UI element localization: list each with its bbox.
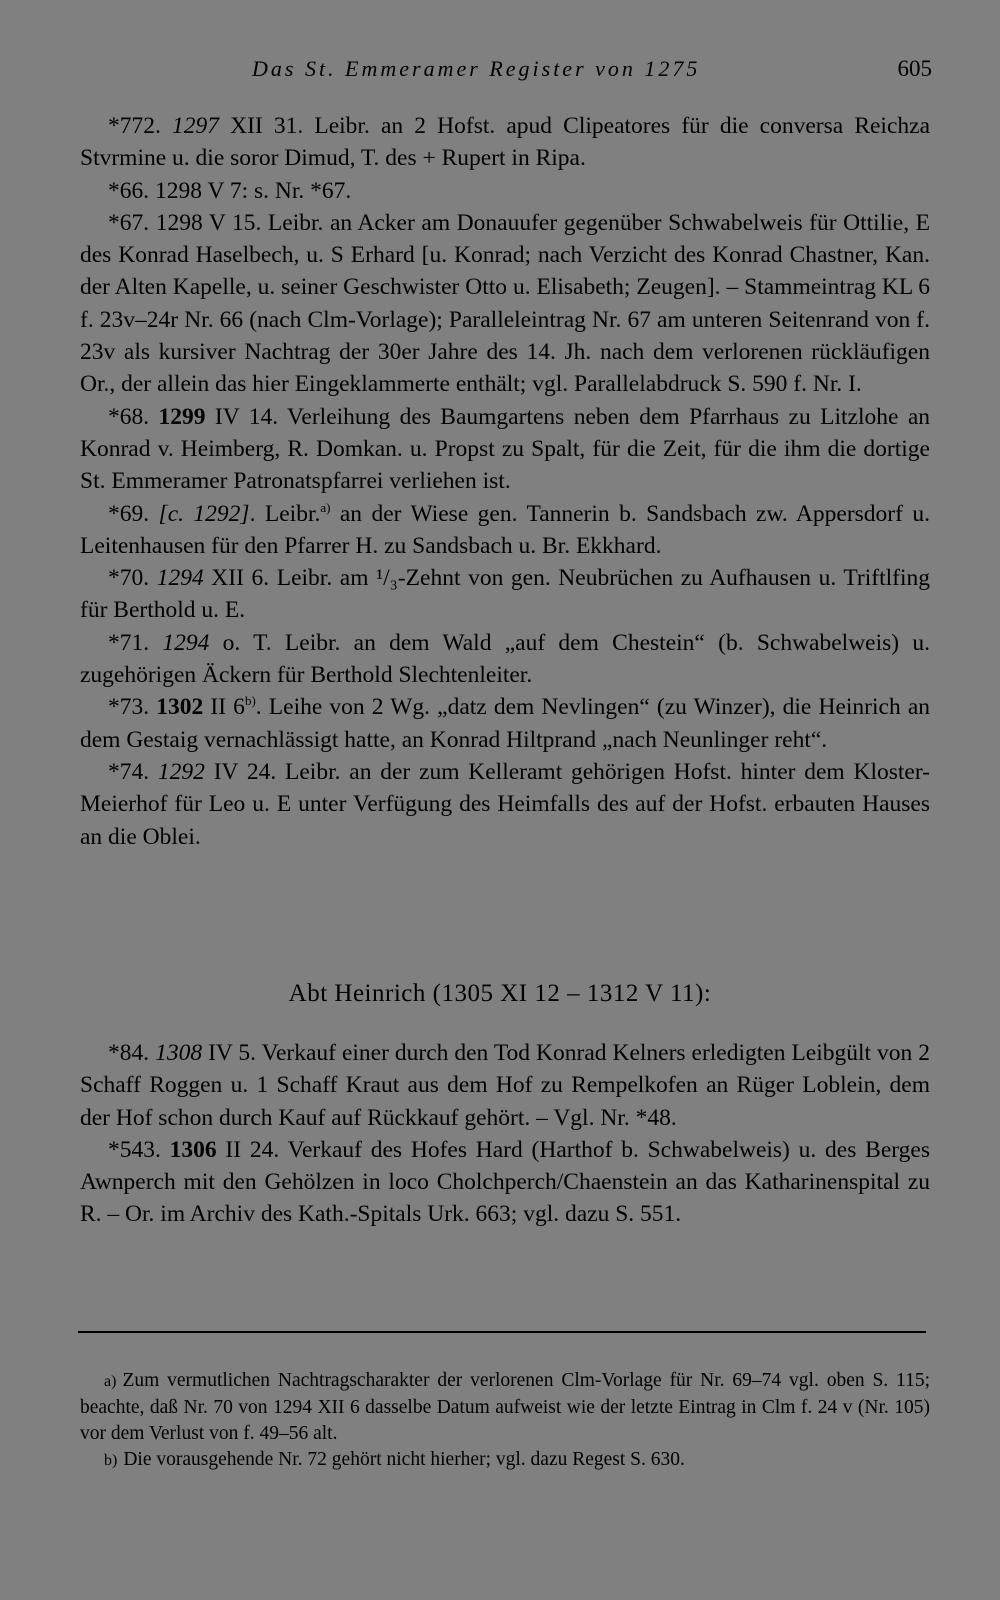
entry-66: [80, 175, 930, 207]
running-title: Das St. Emmeramer Register von 1275: [252, 56, 701, 81]
footnote-divider: [78, 1331, 926, 1333]
entry-number: *73.: [108, 694, 150, 721]
footnote-ref-a: a): [320, 499, 331, 515]
page-number: 605: [897, 56, 932, 81]
entry-number: *772.: [108, 113, 161, 139]
entry-list-heinrich: [80, 1037, 930, 1231]
footnote-mark: a): [104, 1373, 117, 1390]
entry-text: . Leibr.: [249, 500, 321, 527]
entry-74: [80, 756, 930, 853]
entry-text-cont: . Leihe von 2 Wg. „datz dem Nevlingen“ (zu Winzer), die Heinrich an dem Gestaig vernachlässigt hatte, an Konrad Hiltprand „nach Neunlinger reht“.: [80, 694, 931, 753]
footnote-text: Zum vermutlichen Nachtragscharakter der verlorenen Clm-Vorlage für Nr. 69–74 vgl. oben S. 115; beachte, daß Nr. 70 von 1294 XII 6 dasselbe Datum aufweist wie der letzte Eintrag in Clm f. 24 v (Nr. 105) vor dem Verlust von f. 49–56 alt.: [80, 1370, 930, 1444]
entry-number: *543.: [108, 1136, 161, 1163]
entry-543: [80, 1134, 930, 1231]
entry-number: *66.: [108, 177, 150, 204]
entry-number: *70.: [108, 565, 150, 592]
entry-number: *69.: [108, 500, 150, 527]
entry-67: [80, 207, 930, 401]
entry-text-cont: an der Wiese gen. Tannerin b. Sandsbach zw. Appersdorf u. Leitenhausen für den Pfarrer H. zu Sandsbach u. Br. Ekkhard.: [80, 500, 930, 559]
entry-68: [80, 401, 930, 498]
entry-number: *74.: [108, 758, 150, 785]
footnote-mark: b): [104, 1452, 118, 1469]
footnote-text: Die vorausgehende Nr. 72 gehört nicht hierher; vgl. dazu Regest S. 630.: [123, 1449, 685, 1470]
entry-text: 1298 V 7: s. Nr. *67.: [149, 177, 352, 204]
entry-text: XII 31. Leibr. an 2 Hofst. apud Clipeatores für die conversa Reichza Stvrmine u. die soror Dimud, T. des + Rupert in Ripa.: [80, 113, 930, 172]
entry-text: II 24. Verkauf des Hofes Hard (Harthof b. Schwabelweis) u. des Berges Awnperch mit den Gehölzen in loco Cholchperch/Chaenstein an das Katharinenspital zu R. – Or. im Archiv des Kath.-Spitals Urk. 663; vgl. dazu S. 551.: [80, 1136, 930, 1228]
entry-list: [80, 110, 930, 853]
entry-date: 1294: [162, 629, 210, 656]
entry-number: *84.: [108, 1040, 150, 1066]
footnote-a: [80, 1368, 930, 1447]
section-heading: Abt Heinrich (1305 XI 12 – 1312 V 11):: [288, 980, 712, 1007]
entry-text: IV 24. Leibr. an der zum Kelleramt gehörigen Hofst. hinter dem Kloster-Meierhof für Leo u. E unter Verfügung des Heimfalls des auf der Hofst. erbauten Hauses an die Oblei.: [80, 758, 931, 850]
entry-date: 1299: [158, 403, 206, 430]
entry-number: *67.: [108, 209, 150, 236]
entry-number: *71.: [108, 629, 150, 656]
entry-text: IV 14. Verleihung des Baumgartens neben dem Pfarrhaus zu Litzlohe an Konrad v. Heimberg, R. Domkan. u. Propst zu Spalt, für die Zeit, für die ihm die dortige St. Emmeramer Patronatspfarrei verliehen ist.: [80, 403, 930, 495]
entry-text: IV 5. Verkauf einer durch den Tod Konrad Kelners erledigten Leibgült von 2 Schaff Roggen u. 1 Schaff Kraut aus dem Hof zu Rempelkofen an Rüger Loblein, dem der Hof schon durch Kauf auf Rückkauf gehört. – Vgl. Nr. *48.: [80, 1040, 931, 1131]
footnote-ref-b: b): [244, 693, 256, 709]
entry-date: 1302: [156, 694, 204, 721]
entry-number: *68.: [108, 403, 150, 430]
entry-date: 1292: [157, 758, 205, 785]
footnotes: [80, 1368, 930, 1474]
entry-text: 1298 V 15. Leibr. an Acker am Donauufer gegenüber Schwabelweis für Ottilie, E des Konrad Haselbech, u. S Erhard [u. Konrad; nach Verzicht des Konrad Chastner, Kan. der Alten Kapelle, u. seiner Geschwister Otto u. Elisabeth; Zeugen]. – Stammeintrag KL 6 f. 23v–24r Nr. 66 (nach Clm-Vorlage); Paralleleintrag Nr. 67 am unteren Seitenrand von f. 23v als kursiver Nachtrag der 30er Jahre des 14. Jh. nach dem verlorenen rückläufigen Or., der allein das hier Eingeklammerte enthält; vgl. Parallelabdruck S. 590 f. Nr. I.: [80, 209, 930, 398]
entry-date: 1297: [172, 113, 219, 139]
entry-date: 1308: [155, 1040, 203, 1066]
entry-date: [c. 1292]: [158, 500, 250, 527]
entry-84: [80, 1037, 930, 1134]
entry-772: [80, 110, 930, 175]
page-header: [0, 56, 1000, 90]
entry-73: [80, 691, 930, 756]
entry-text: XII 6. Leibr. am ¹/₃-Zehnt von gen. Neubrüchen zu Aufhausen u. Triftlfing für Berthold u. E.: [80, 565, 931, 624]
entry-date: 1294: [156, 565, 204, 592]
entry-70: [80, 562, 930, 627]
entry-69: [80, 498, 930, 563]
entry-71: [80, 627, 930, 692]
entry-date: 1306: [169, 1136, 217, 1163]
footnote-b: [80, 1447, 930, 1474]
entry-text: o. T. Leibr. an dem Wald „auf dem Chestein“ (b. Schwabelweis) u. zugehörigen Äckern für Berthold Slechtenleiter.: [80, 629, 931, 689]
entry-text: II 6: [203, 694, 245, 721]
